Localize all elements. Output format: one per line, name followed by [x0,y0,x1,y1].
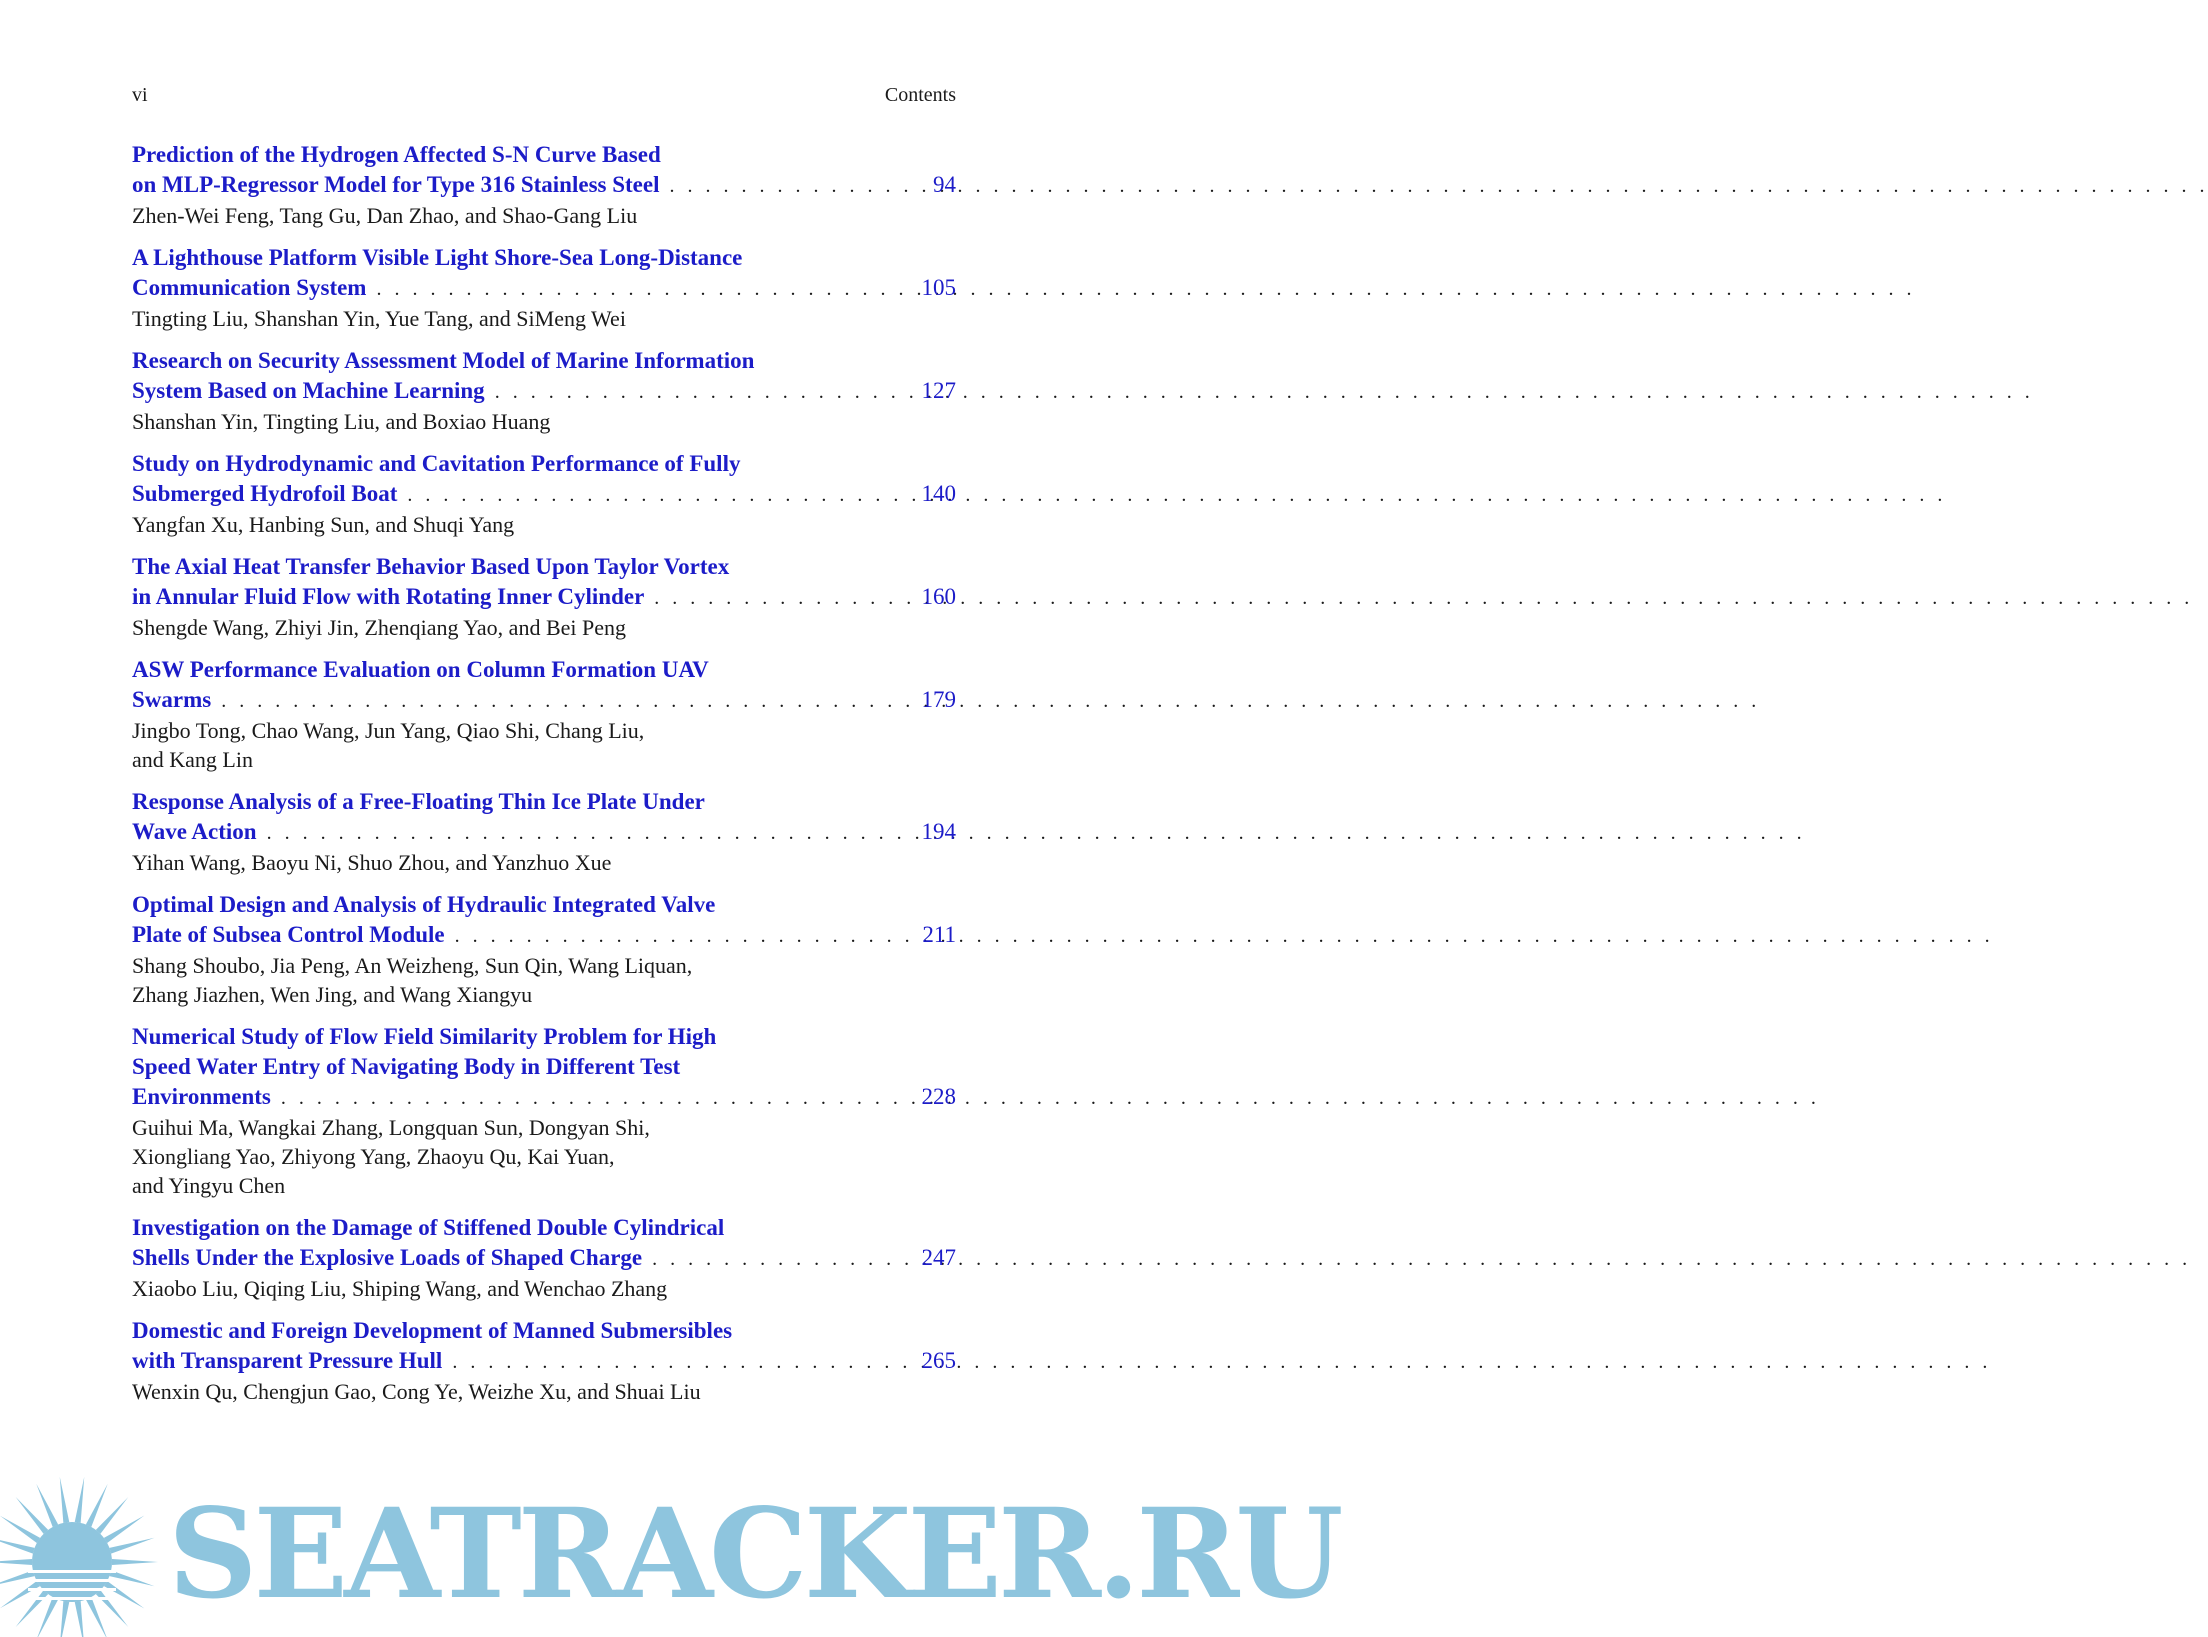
toc-entry-title[interactable] [132,170,956,201]
toc-entry[interactable] [132,1213,956,1303]
toc-entry-page-number[interactable]: 94 [933,172,956,197]
toc-entry[interactable] [132,243,956,333]
toc-entry-authors: Xiaobo Liu, Qiqing Liu, Shiping Wang, and Wenchao Zhang [132,1276,668,1301]
dot-leader [407,480,1946,510]
toc-entry-title[interactable] [132,920,956,951]
toc-entry-title[interactable]: Numerical Study of Flow Field Similarity Problem for High [132,1024,717,1049]
dot-leader [267,818,1806,848]
toc-entry-authors: and Yingyu Chen [132,1173,286,1198]
toc-entry-title-text[interactable]: System Based on Machine Learning [132,378,485,403]
dot-leader [495,377,2034,407]
toc-entry-title[interactable]: Optimal Design and Analysis of Hydraulic Integrated Valve [132,892,716,917]
toc-entry-authors: Guihui Ma, Wangkai Zhang, Longquan Sun, Dongyan Shi, [132,1115,650,1140]
toc-entry-page-number[interactable]: 228 [921,1084,956,1109]
dot-leader [376,274,1915,304]
toc-entry-title-text[interactable]: on MLP-Regressor Model for Type 316 Stainless Steel [132,172,660,197]
toc-entry-title-text[interactable]: Communication System [132,275,367,300]
dot-leader [281,1083,1820,1113]
table-of-contents [132,140,956,1419]
toc-entry-page-number[interactable]: 265 [921,1348,956,1373]
toc-entry-page-number[interactable]: 127 [921,378,956,403]
toc-entry-page-number[interactable]: 140 [921,481,956,506]
toc-entry-title[interactable] [132,273,956,304]
toc-entry[interactable] [132,346,956,436]
toc-entry-page-number[interactable]: 247 [921,1245,956,1270]
toc-entry-title[interactable]: Speed Water Entry of Navigating Body in Different Test [132,1054,681,1079]
toc-entry-authors: and Kang Lin [132,747,253,772]
toc-entry-title[interactable]: The Axial Heat Transfer Behavior Based Upon Taylor Vortex [132,554,730,579]
toc-entry-title-text[interactable]: with Transparent Pressure Hull [132,1348,443,1373]
toc-entry-authors: Yihan Wang, Baoyu Ni, Shuo Zhou, and Yanzhuo Xue [132,850,612,875]
toc-entry-title-text[interactable]: Wave Action [132,819,257,844]
dot-leader [455,921,1994,951]
section-title: Contents [884,84,956,106]
toc-entry-page-number[interactable]: 194 [921,819,956,844]
dot-leader [452,1347,1991,1377]
toc-entry-authors: Shanshan Yin, Tingting Liu, and Boxiao Huang [132,409,551,434]
toc-entry-authors: Tingting Liu, Shanshan Yin, Yue Tang, and SiMeng Wei [132,306,626,331]
toc-entry-title-text[interactable]: Environments [132,1084,271,1109]
toc-entry-title-text[interactable]: in Annular Fluid Flow with Rotating Inner Cylinder [132,584,645,609]
toc-entry-title[interactable] [132,479,956,510]
toc-entry-page-number[interactable]: 211 [922,922,956,947]
toc-entry-title[interactable] [132,1243,956,1274]
toc-entry[interactable] [132,1316,956,1406]
toc-entry-authors: Shengde Wang, Zhiyi Jin, Zhenqiang Yao, and Bei Peng [132,615,627,640]
toc-entry-authors: Shang Shoubo, Jia Peng, An Weizheng, Sun Qin, Wang Liquan, [132,953,693,978]
toc-entry-title-text[interactable]: Shells Under the Explosive Loads of Shaped Charge [132,1245,643,1270]
toc-entry[interactable] [132,787,956,877]
toc-entry[interactable] [132,552,956,642]
toc-entry-title[interactable] [132,376,956,407]
toc-entry-title[interactable]: ASW Performance Evaluation on Column Formation UAV [132,657,709,682]
toc-entry[interactable] [132,1022,956,1200]
toc-entry-page-number[interactable]: 105 [921,275,956,300]
toc-entry-title-text[interactable]: Submerged Hydrofoil Boat [132,481,398,506]
toc-entry-page-number[interactable]: 179 [921,687,956,712]
toc-entry-title[interactable]: Domestic and Foreign Development of Manned Submersibles [132,1318,733,1343]
toc-entry-title-text[interactable]: Swarms [132,687,212,712]
toc-entry-title[interactable]: Prediction of the Hydrogen Affected S-N Curve Based [132,142,661,167]
toc-entry-authors: Zhen-Wei Feng, Tang Gu, Dan Zhao, and Shao-Gang Liu [132,203,638,228]
toc-entry-title[interactable]: Study on Hydrodynamic and Cavitation Performance of Fully [132,451,741,476]
toc-entry-authors: Zhang Jiazhen, Wen Jing, and Wang Xiangyu [132,982,533,1007]
toc-entry[interactable] [132,890,956,1009]
dot-leader [221,686,1760,716]
toc-entry-title[interactable] [132,685,956,716]
toc-entry-title[interactable] [132,1346,956,1377]
toc-entry-authors: Xiongliang Yao, Zhiyong Yang, Zhaoyu Qu, Kai Yuan, [132,1144,615,1169]
toc-entry-authors: Yangfan Xu, Hanbing Sun, and Shuqi Yang [132,512,515,537]
toc-entry-title[interactable] [132,1082,956,1113]
toc-entry[interactable] [132,140,956,230]
toc-entry-page-number[interactable]: 160 [921,584,956,609]
toc-entry-title[interactable]: Response Analysis of a Free-Floating Thin Ice Plate Under [132,789,705,814]
toc-entry-title[interactable]: Investigation on the Damage of Stiffened Double Cylindrical [132,1215,725,1240]
toc-entry-title-text[interactable]: Plate of Subsea Control Module [132,922,445,947]
toc-entry-title[interactable] [132,817,956,848]
toc-entry-title[interactable] [132,582,956,613]
watermark-text: SEATRACKER.RU [168,1482,1340,1627]
toc-entry-title[interactable]: Research on Security Assessment Model of Marine Information [132,348,755,373]
toc-entry-authors: Wenxin Qu, Chengjun Gao, Cong Ye, Weizhe Xu, and Shuai Liu [132,1379,701,1404]
toc-entry[interactable] [132,449,956,539]
toc-entry-title[interactable]: A Lighthouse Platform Visible Light Shore-Sea Long-Distance [132,245,743,270]
toc-entry[interactable] [132,655,956,774]
sun-burst-icon [0,1477,158,1637]
page-number: vi [132,84,148,106]
toc-entry-authors: Jingbo Tong, Chao Wang, Jun Yang, Qiao Shi, Chang Liu, [132,718,645,743]
